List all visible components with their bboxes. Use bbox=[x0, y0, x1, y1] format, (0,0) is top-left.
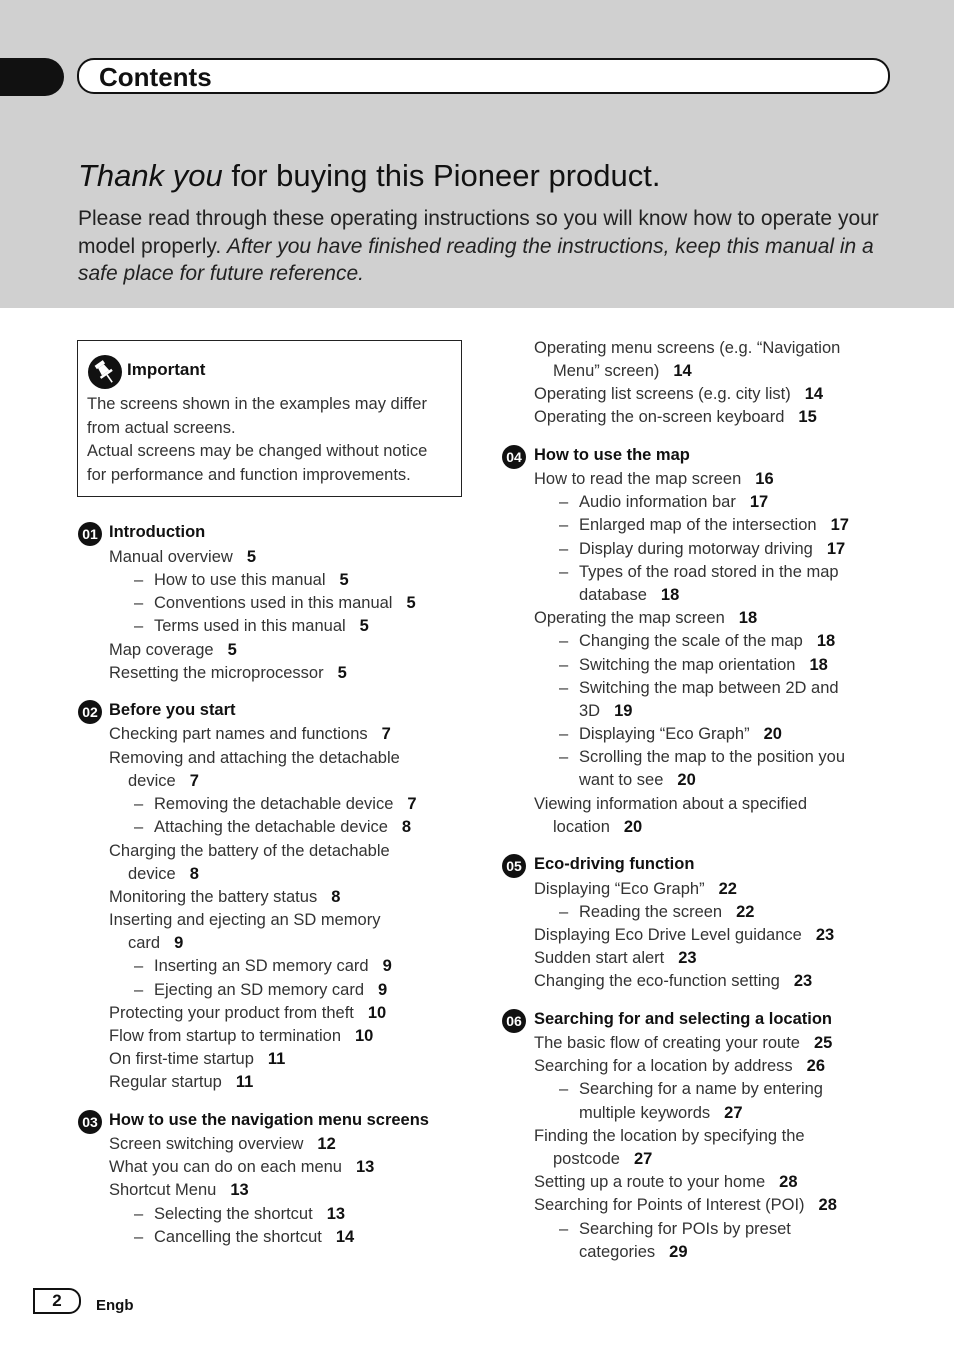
toc-subentry[interactable]: – Attaching the detachable device 8 bbox=[134, 818, 412, 836]
toc-entry-continued[interactable]: device 7 bbox=[128, 772, 199, 790]
toc-section-title[interactable]: How to use the navigation menu screens bbox=[109, 1111, 429, 1129]
toc-entry[interactable]: Displaying “Eco Graph” 22 bbox=[534, 880, 737, 898]
toc-subentry[interactable]: – Display during motorway driving 17 bbox=[559, 540, 846, 558]
toc-entry[interactable]: Changing the eco-function setting 23 bbox=[534, 972, 813, 990]
toc-entry[interactable]: How to read the map screen 16 bbox=[534, 470, 774, 488]
headline-rest: for buying this Pioneer product. bbox=[222, 158, 661, 193]
toc-entry-continued[interactable]: device 8 bbox=[128, 865, 199, 883]
toc-subentry[interactable]: – Switching the map between 2D and bbox=[559, 679, 839, 697]
toc-entry[interactable]: Operating the on-screen keyboard 15 bbox=[534, 408, 817, 426]
toc-subentry[interactable]: – Terms used in this manual 5 bbox=[134, 617, 369, 635]
toc-entry[interactable]: Charging the battery of the detachable bbox=[109, 842, 390, 860]
important-notice-box bbox=[77, 340, 462, 497]
toc-entry[interactable]: Finding the location by specifying the bbox=[534, 1127, 805, 1145]
toc-subentry[interactable]: – Cancelling the shortcut 14 bbox=[134, 1228, 355, 1246]
section-badge: 06 bbox=[502, 1009, 526, 1033]
toc-subentry[interactable]: – Ejecting an SD memory card 9 bbox=[134, 981, 388, 999]
toc-entry[interactable]: Monitoring the battery status 8 bbox=[109, 888, 341, 906]
toc-entry[interactable]: Screen switching overview 12 bbox=[109, 1135, 336, 1153]
toc-entry[interactable]: Displaying Eco Drive Level guidance 23 bbox=[534, 926, 835, 944]
toc-section-title[interactable]: Searching for and selecting a location bbox=[534, 1010, 832, 1028]
toc-section-title[interactable]: Before you start bbox=[109, 701, 236, 719]
page-headline bbox=[78, 158, 660, 194]
intro-italic: After you have finished reading the instructions, keep this manual in a safe place for future reference. bbox=[78, 234, 874, 285]
toc-subentry[interactable]: – Types of the road stored in the map bbox=[559, 563, 839, 581]
toc-subentry[interactable]: – Displaying “Eco Graph” 20 bbox=[559, 725, 782, 743]
toc-subentry-continued[interactable]: database 18 bbox=[579, 586, 680, 604]
toc-subentry[interactable]: – Selecting the shortcut 13 bbox=[134, 1205, 346, 1223]
toc-entry[interactable]: Operating the map screen 18 bbox=[534, 609, 758, 627]
toc-entry[interactable]: Manual overview 5 bbox=[109, 548, 256, 566]
toc-entry[interactable]: Map coverage 5 bbox=[109, 641, 237, 659]
pushpin-icon bbox=[87, 354, 123, 390]
toc-entry[interactable]: The basic flow of creating your route 25 bbox=[534, 1034, 833, 1052]
contents-header bbox=[77, 58, 890, 94]
toc-entry[interactable]: What you can do on each menu 13 bbox=[109, 1158, 375, 1176]
toc-subentry[interactable]: – Audio information bar 17 bbox=[559, 493, 769, 511]
toc-section-title[interactable]: How to use the map bbox=[534, 446, 690, 464]
toc-entry-continued[interactable]: Menu” screen) 14 bbox=[553, 362, 692, 380]
toc-entry[interactable]: Resetting the microprocessor 5 bbox=[109, 664, 347, 682]
contents-title: Contents bbox=[99, 62, 212, 92]
toc-entry[interactable]: Protecting your product from theft 10 bbox=[109, 1004, 387, 1022]
toc-entry[interactable]: Sudden start alert 23 bbox=[534, 949, 697, 967]
toc-entry[interactable]: Searching for Points of Interest (POI) 28 bbox=[534, 1196, 837, 1214]
toc-section-title[interactable]: Introduction bbox=[109, 523, 206, 541]
section-badge: 01 bbox=[78, 522, 102, 546]
toc-entry[interactable]: Viewing information about a specified bbox=[534, 795, 808, 813]
important-line: from actual screens. bbox=[87, 418, 236, 437]
language-code: Engb bbox=[96, 1297, 134, 1314]
toc-subentry-continued[interactable]: multiple keywords 27 bbox=[579, 1104, 743, 1122]
toc-entry[interactable]: Setting up a route to your home 28 bbox=[534, 1173, 798, 1191]
toc-entry[interactable]: Operating menu screens (e.g. “Navigation bbox=[534, 339, 841, 357]
toc-subentry-continued[interactable]: want to see 20 bbox=[579, 771, 696, 789]
toc-entry-continued[interactable]: postcode 27 bbox=[553, 1150, 653, 1168]
toc-subentry[interactable]: – Searching for a name by entering bbox=[559, 1080, 823, 1098]
toc-subentry[interactable]: – Inserting an SD memory card 9 bbox=[134, 957, 392, 975]
headline-italic: Thank you bbox=[78, 158, 223, 193]
page-number: 2 bbox=[33, 1288, 81, 1314]
section-badge: 05 bbox=[502, 854, 526, 878]
toc-entry[interactable]: On first-time startup 11 bbox=[109, 1050, 286, 1068]
important-line: Actual screens may be changed without notice bbox=[87, 442, 428, 460]
toc-entry[interactable]: Inserting and ejecting an SD memory bbox=[109, 911, 381, 929]
important-line: for performance and function improvements. bbox=[87, 465, 411, 484]
intro-paragraph bbox=[78, 205, 898, 288]
toc-subentry[interactable]: – Enlarged map of the intersection 17 bbox=[559, 516, 849, 534]
section-badge: 03 bbox=[78, 1110, 102, 1134]
toc-entry[interactable]: Flow from startup to termination 10 bbox=[109, 1027, 374, 1045]
toc-entry[interactable]: Checking part names and functions 7 bbox=[109, 725, 391, 743]
toc-subentry-continued[interactable]: 3D 19 bbox=[579, 702, 633, 720]
toc-subentry[interactable]: – Searching for POIs by preset bbox=[559, 1220, 791, 1238]
toc-entry[interactable]: Shortcut Menu 13 bbox=[109, 1181, 249, 1199]
toc-entry[interactable]: Searching for a location by address 26 bbox=[534, 1057, 826, 1075]
toc-entry[interactable]: Removing and attaching the detachable bbox=[109, 749, 400, 767]
toc-entry[interactable]: Operating list screens (e.g. city list) 14 bbox=[534, 385, 824, 403]
toc-subentry-continued[interactable]: categories 29 bbox=[579, 1243, 688, 1261]
toc-section-title[interactable]: Eco-driving function bbox=[534, 855, 695, 873]
toc-subentry[interactable]: – Removing the detachable device 7 bbox=[134, 795, 417, 813]
intro-plain: Please read through these operating instructions so you will know how to operate your model properly. bbox=[78, 207, 879, 258]
toc-entry-continued[interactable]: card 9 bbox=[128, 934, 184, 952]
section-badge: 04 bbox=[502, 445, 526, 469]
toc-subentry[interactable]: – Scrolling the map to the position you bbox=[559, 748, 845, 766]
toc-entry-continued[interactable]: location 20 bbox=[553, 818, 643, 836]
toc-subentry[interactable]: – Conventions used in this manual 5 bbox=[134, 594, 416, 612]
toc-entry[interactable]: Regular startup 11 bbox=[109, 1073, 254, 1091]
important-title: Important bbox=[127, 360, 206, 379]
toc-subentry[interactable]: – Switching the map orientation 18 bbox=[559, 656, 828, 674]
important-line: The screens shown in the examples may differ bbox=[87, 395, 427, 413]
toc-subentry[interactable]: – Reading the screen 22 bbox=[559, 903, 755, 921]
section-tab-marker bbox=[0, 58, 64, 96]
toc-subentry[interactable]: – Changing the scale of the map 18 bbox=[559, 632, 836, 650]
section-badge: 02 bbox=[78, 700, 102, 724]
important-text bbox=[87, 393, 457, 487]
toc-subentry[interactable]: – How to use this manual 5 bbox=[134, 571, 349, 589]
